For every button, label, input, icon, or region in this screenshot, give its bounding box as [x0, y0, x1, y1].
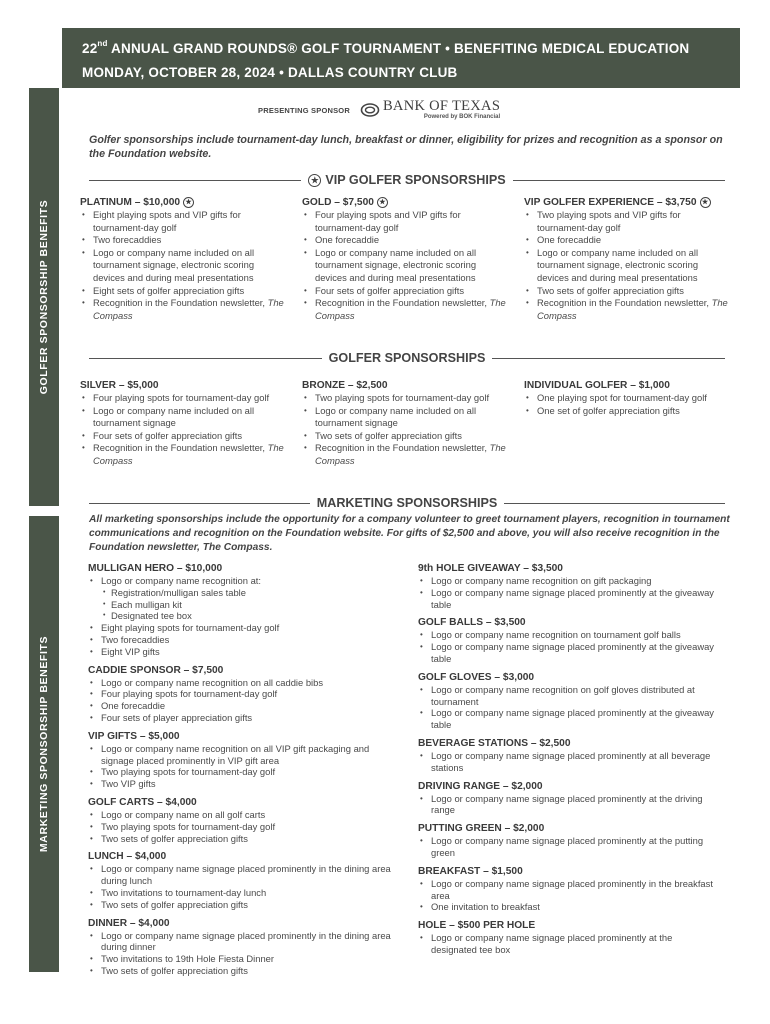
list-item: • Logo or company name signage placed prominently in the dining area during lunch	[88, 863, 393, 887]
divider	[513, 180, 725, 181]
tier-title: INDIVIDUAL GOLFER – $1,000	[524, 380, 670, 391]
vip-experience-tier	[524, 196, 732, 322]
lunch-tier	[88, 850, 393, 910]
tier-title: MULLIGAN HERO – $10,000	[88, 563, 223, 574]
tier-title: VIP GIFTS – $5,000	[88, 730, 180, 742]
list-item: • One forecaddie	[524, 234, 732, 247]
driving-range-tier	[418, 780, 718, 817]
list-item: • Logo or company name on all golf carts	[88, 809, 393, 821]
list-item: • Four sets of player appreciation gifts	[88, 712, 393, 724]
individual-tier	[524, 379, 732, 417]
marketing-benefits-sidebar	[29, 516, 59, 972]
divider	[89, 503, 310, 504]
list-item: • Two invitations to tournament-day lunch	[88, 887, 393, 899]
gold-tier	[302, 196, 507, 322]
list-item: • Four sets of golfer appreciation gifts	[80, 430, 285, 443]
divider	[492, 358, 725, 359]
list-item: • Logo or company name signage placed prominently at the giveaway table	[418, 641, 718, 665]
mulligan-hero-tier	[88, 562, 393, 658]
list-item: • Two playing spots for tournament-day golf	[88, 766, 393, 778]
caddie-sponsor-tier	[88, 664, 393, 724]
list-item: • Logo or company name recognition on tournament golf balls	[418, 629, 718, 641]
star-icon: ★	[308, 174, 321, 187]
list-item: • Logo or company name signage placed prominently at the putting green	[418, 835, 718, 859]
tier-title: LUNCH – $4,000	[88, 851, 167, 863]
tier-title: GOLD – $7,500	[302, 197, 374, 208]
list-item: • One invitation to breakfast	[418, 901, 718, 913]
sub-list-item: • Registration/mulligan sales table	[103, 587, 393, 599]
list-item: • Logo or company name signage placed prominently in the dining area during dinner	[88, 930, 393, 954]
list-item: • Two invitations to 19th Hole Fiesta Dinner	[88, 953, 393, 965]
list-item: • Four playing spots for tournament-day golf	[80, 392, 285, 405]
list-item: • Two sets of golfer appreciation gifts	[88, 965, 393, 977]
marketing-intro-text: All marketing sponsorships include the opportunity for a company volunteer to greet tournament players, recognition in tournament communications and recognition on the Foundation website. For gifts of $2,500 and above, you will also receive recognition in the Foundation newsletter, The Compass.	[89, 514, 730, 553]
list-item: • Logo or company name recognition on all VIP gift packaging and signage placed prominently in VIP gift area	[88, 743, 393, 767]
golfer-benefits-sidebar	[29, 88, 59, 506]
list-item: • Four playing spots and VIP gifts for tournament-day golf	[302, 209, 507, 234]
marketing-section-heading	[89, 496, 725, 510]
list-item: • Logo or company name included on all tournament signage	[302, 405, 507, 430]
tier-title: PLATINUM – $10,000	[80, 197, 181, 208]
tier-title: CADDIE SPONSOR – $7,500	[88, 664, 224, 676]
tier-title: GOLF BALLS – $3,500	[418, 617, 526, 629]
list-item: • Two playing spots for tournament-day golf	[302, 392, 507, 405]
golf-gloves-tier	[418, 671, 718, 731]
tier-title: BRONZE – $2,500	[302, 380, 388, 391]
header-line-2: MONDAY, OCTOBER 28, 2024 • DALLAS COUNTRY CLUB	[82, 65, 458, 80]
list-item: • Logo or company name recognition at: • Registration/mulligan sales table • Each mulligan kit • Designated tee box	[88, 575, 393, 622]
list-item: • Logo or company name recognition on gift packaging	[418, 575, 718, 587]
tier-title: HOLE – $500 PER HOLE	[418, 920, 536, 932]
hole-tier	[418, 919, 718, 956]
dinner-tier	[88, 917, 393, 977]
logo-tagline: Powered by BOK Financial	[423, 114, 501, 120]
list-item: • Two playing spots for tournament-day golf	[88, 821, 393, 833]
list-item: • Recognition in the Foundation newsletter, The Compass	[302, 297, 507, 322]
golf-balls-tier	[418, 616, 718, 664]
list-item: • One playing spot for tournament-day golf	[524, 392, 732, 405]
list-item: • Four sets of golfer appreciation gifts	[302, 285, 507, 298]
breakfast-tier	[418, 865, 718, 913]
presenting-sponsor-label: PRESENTING SPONSOR	[258, 105, 350, 115]
tier-title: DINNER – $4,000	[88, 917, 170, 929]
marketing-left-column	[88, 562, 393, 983]
golfer-intro-text: Golfer sponsorships include tournament-day lunch, breakfast or dinner, eligibility for prizes and recognition as a sponsor on the Foundation website.	[89, 134, 723, 160]
silver-tier	[80, 379, 285, 468]
star-icon: ★	[377, 197, 388, 208]
sub-list-item: • Designated tee box	[103, 610, 393, 622]
marketing-right-column	[418, 562, 718, 962]
list-item: • Logo or company name signage placed prominently at the giveaway table	[418, 587, 718, 611]
list-item: • Logo or company name included on all tournament signage, electronic scoring devices and during meal presentations	[80, 247, 285, 285]
list-item: • Logo or company name included on all tournament signage	[80, 405, 285, 430]
vip-section-title: VIP GOLFER SPONSORSHIPS	[325, 173, 506, 187]
list-item: • Logo or company name included on all tournament signage, electronic scoring devices and during meal presentations	[302, 247, 507, 285]
tier-title: DRIVING RANGE – $2,000	[418, 780, 543, 792]
list-item: • Logo or company name signage placed prominently at the driving range	[418, 793, 718, 817]
list-item: • Two VIP gifts	[88, 778, 393, 790]
tier-title: VIP GOLFER EXPERIENCE – $3,750	[524, 197, 697, 208]
vip-section-heading	[89, 173, 725, 187]
star-icon: ★	[183, 197, 194, 208]
tier-title: BREAKFAST – $1,500	[418, 865, 523, 877]
list-item: • Logo or company name signage placed prominently at all beverage stations	[418, 750, 718, 774]
tier-title: GOLF GLOVES – $3,000	[418, 671, 535, 683]
list-item: • Two sets of golfer appreciation gifts	[88, 833, 393, 845]
tier-title: 9th HOLE GIVEAWAY – $3,500	[418, 563, 563, 574]
tier-title: SILVER – $5,000	[80, 380, 159, 391]
list-item: • Logo or company name signage placed prominently at the designated tee box	[418, 932, 718, 956]
bank-of-texas-logo	[360, 99, 500, 121]
vip-gifts-tier	[88, 730, 393, 790]
list-item: • Eight sets of golfer appreciation gifts	[80, 285, 285, 298]
marketing-benefits-label: MARKETING SPONSORSHIP BENEFITS	[38, 635, 50, 853]
page-header	[62, 28, 740, 88]
list-item: • Logo or company name signage placed prominently at the giveaway table	[418, 707, 718, 731]
platinum-tier	[80, 196, 285, 322]
bank-logo-icon	[360, 100, 380, 120]
tier-title: PUTTING GREEN – $2,000	[418, 823, 545, 835]
golf-carts-tier	[88, 796, 393, 844]
list-item: • Logo or company name signage placed prominently in the breakfast area	[418, 878, 718, 902]
list-item: • Four playing spots for tournament-day golf	[88, 688, 393, 700]
divider	[89, 180, 301, 181]
list-item: • Two sets of golfer appreciation gifts	[302, 430, 507, 443]
golfer-section-heading	[89, 351, 725, 365]
golfer-section-title: GOLFER SPONSORSHIPS	[328, 351, 486, 365]
list-item: • Logo or company name included on all tournament signage, electronic scoring devices and during meal presentations	[524, 247, 732, 285]
presenting-sponsor	[258, 97, 500, 123]
list-item: • Eight playing spots for tournament-day golf	[88, 622, 393, 634]
star-icon: ★	[700, 197, 711, 208]
list-item: • Two forecaddies	[80, 234, 285, 247]
list-item: • Eight playing spots and VIP gifts for tournament-day golf	[80, 209, 285, 234]
list-item: • Recognition in the Foundation newsletter, The Compass	[302, 442, 507, 467]
divider	[504, 503, 725, 504]
list-item: • One set of golfer appreciation gifts	[524, 405, 732, 418]
list-item: • One forecaddie	[88, 700, 393, 712]
divider	[89, 358, 322, 359]
list-item: • Logo or company name recognition on golf gloves distributed at tournament	[418, 684, 718, 708]
ninth-hole-giveaway-tier	[418, 562, 718, 610]
list-item: • Logo or company name recognition on all caddie bibs	[88, 677, 393, 689]
list-item: • Two playing spots and VIP gifts for tournament-day golf	[524, 209, 732, 234]
list-item: • Two sets of golfer appreciation gifts	[88, 899, 393, 911]
list-item: • Two sets of golfer appreciation gifts	[524, 285, 732, 298]
marketing-section-title: MARKETING SPONSORSHIPS	[316, 496, 498, 510]
bronze-tier	[302, 379, 507, 468]
logo-name: BANK OF TEXAS	[382, 98, 501, 114]
header-line-1: 22nd ANNUAL GRAND ROUNDS® GOLF TOURNAMENT • BENEFITING MEDICAL EDUCATION	[82, 39, 690, 56]
list-item: • Recognition in the Foundation newsletter, The Compass	[80, 442, 285, 467]
sub-list-item: • Each mulligan kit	[103, 599, 393, 611]
golfer-benefits-label: GOLFER SPONSORSHIP BENEFITS	[38, 199, 50, 395]
putting-green-tier	[418, 822, 718, 859]
list-item: • Recognition in the Foundation newsletter, The Compass	[524, 297, 732, 322]
beverage-stations-tier	[418, 737, 718, 774]
list-item: • Two forecaddies	[88, 634, 393, 646]
list-item: • Recognition in the Foundation newsletter, The Compass	[80, 297, 285, 322]
tier-title: BEVERAGE STATIONS – $2,500	[418, 737, 571, 749]
list-item: • One forecaddie	[302, 234, 507, 247]
tier-title: GOLF CARTS – $4,000	[88, 796, 197, 808]
list-item: • Eight VIP gifts	[88, 646, 393, 658]
